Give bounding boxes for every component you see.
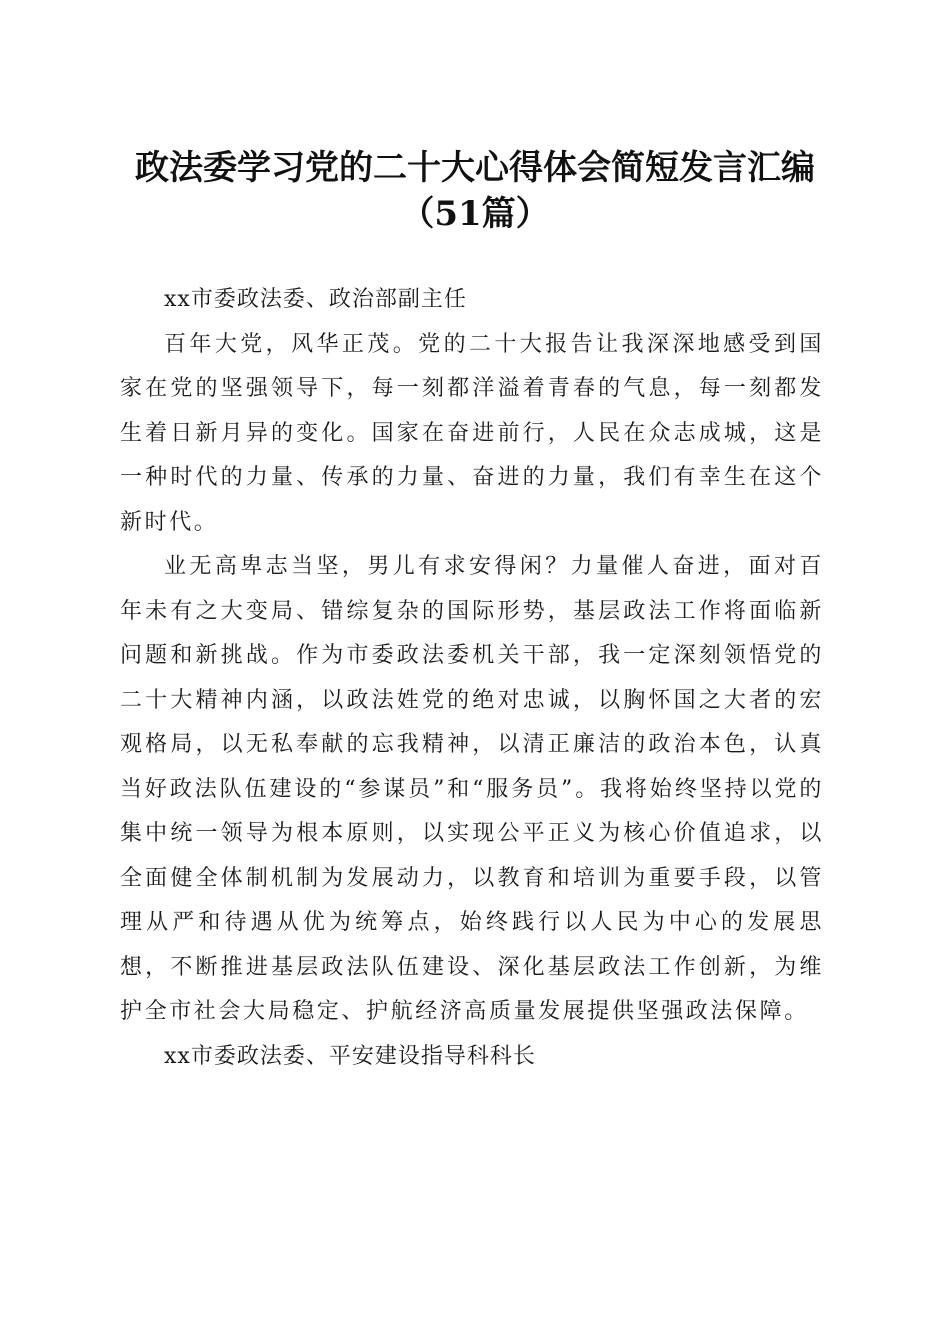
document-title: 政法委学习党的二十大心得体会简短发言汇编 (135, 148, 815, 188)
paragraph: 业无高卑志当坚，男儿有求安得闲？力量催人奋进，面对百年未有之大变局、错综复杂的国际形势，基层政法工作将面临新问题和新挑战。作为市委政法委机关干部，我一定深刻领悟党的二十大精神内涵，以政法姓党的绝对忠诚，以胸怀国之大者的宏观格局，以无私奉献的忘我精神，以清正廉洁的政治本色，认真当好政法队伍建设的“参谋员”和“服务员”。我将始终坚持以党的集中统一领导为根本原则，以实现公平正义为核心价值追求，以全面健全体制机制为发展动力，以教育和培训为重要手段，以管理从严和待遇从优为统筹点，始终践行以人民为中心的发展思想，不断推进基层政法队伍建设、深化基层政法工作创新，为维护全市社会大局稳定、护航经济高质量发展提供坚强政法保障。 (120, 554, 824, 1024)
speaker-heading: xx市委政法委、平安建设指导科科长 (164, 1043, 536, 1069)
document-subtitle-count: （51篇） (400, 194, 550, 234)
document-body (120, 278, 824, 1079)
speaker-heading: xx市委政法委、政治部副主任 (164, 287, 467, 312)
paragraph: 百年大党，风华正茂。党的二十大报告让我深深地感受到国家在党的坚强领导下，每一刻都洋溢着青春的气息，每一刻都发生着日新月异的变化。国家在奋进前行，人民在众志成城，这是一种时代的力量、传承的力量、奋进的力量，我们有幸生在这个新时代。 (120, 331, 824, 535)
